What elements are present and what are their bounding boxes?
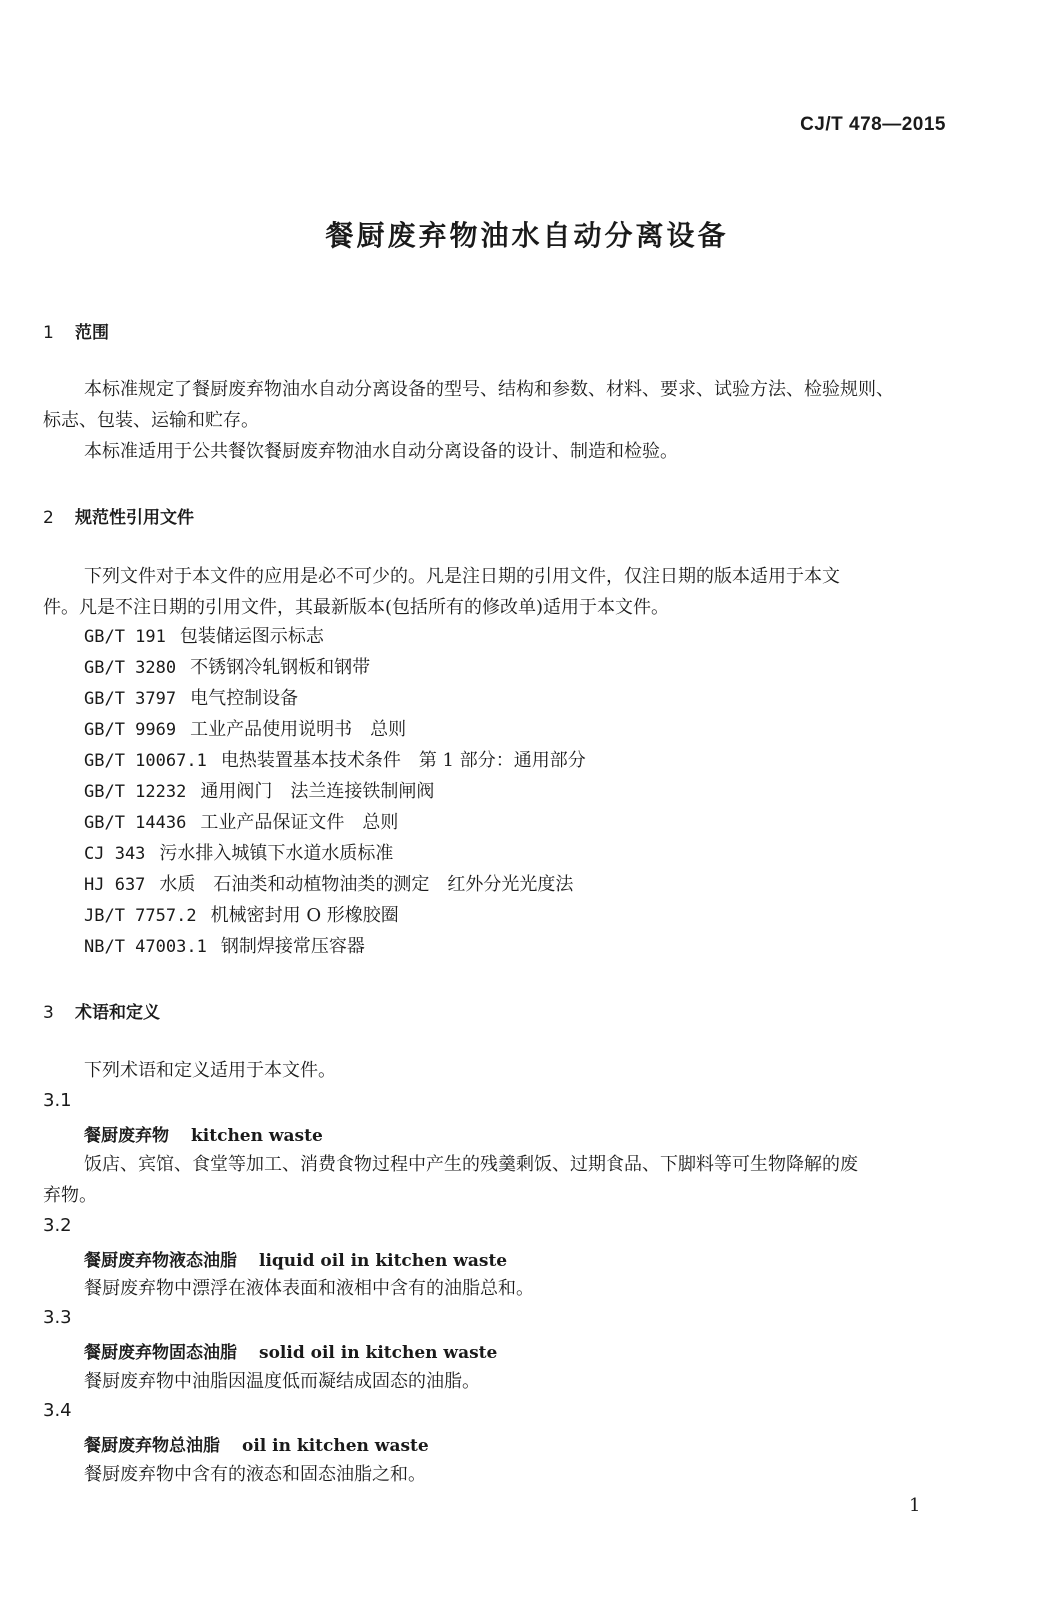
- reference-title: 钢制焊接常压容器: [220, 936, 365, 957]
- reference-title: 机械密封用 O 形橡胶圈: [210, 905, 399, 926]
- reference-title: 包装储运图示标志: [179, 626, 324, 647]
- reference-code: CJ 343: [84, 844, 146, 864]
- term-zh: 餐厨废弃物液态油脂: [84, 1251, 237, 1271]
- reference-item: [84, 901, 399, 927]
- reference-code: NB/T 47003.1: [84, 937, 207, 957]
- section-1-heading: [43, 318, 109, 343]
- reference-item: [84, 932, 365, 958]
- section-number: 3: [43, 1003, 54, 1023]
- reference-item: [84, 746, 586, 772]
- reference-item: [84, 808, 398, 834]
- reference-item: [84, 684, 298, 710]
- section-number: 1: [43, 323, 54, 343]
- scope-paragraph-line: 标志、包装、运输和贮存。: [43, 410, 259, 431]
- term-definition-line: 餐厨废弃物中漂浮在液体表面和液相中含有的油脂总和。: [84, 1278, 534, 1299]
- term-zh: 餐厨废弃物固态油脂: [84, 1343, 237, 1363]
- section-2-heading: [43, 503, 194, 528]
- section-3-heading: [43, 998, 160, 1023]
- section-number: 2: [43, 508, 54, 528]
- reference-code: GB/T 12232: [84, 782, 187, 802]
- reference-item: [84, 870, 573, 896]
- standard-code: CJ/T 478—2015: [800, 114, 946, 135]
- reference-title: 电气控制设备: [190, 688, 299, 709]
- section-title: 规范性引用文件: [75, 508, 194, 528]
- clause-number: 3.3: [43, 1307, 72, 1328]
- term-en: kitchen waste: [191, 1126, 323, 1146]
- term-entry: [84, 1338, 497, 1363]
- reference-title: 工业产品使用说明书 总则: [190, 719, 407, 740]
- term-entry: [84, 1246, 507, 1271]
- reference-code: GB/T 14436: [84, 813, 187, 833]
- reference-title: 电热装置基本技术条件 第 1 部分：通用部分: [220, 750, 586, 771]
- term-definition-line: 饭店、宾馆、食堂等加工、消费食物过程中产生的残羹剩饭、过期食品、下脚料等可生物降解的废: [84, 1154, 858, 1175]
- term-entry: [84, 1431, 429, 1456]
- term-entry: [84, 1121, 323, 1146]
- reference-title: 工业产品保证文件 总则: [200, 812, 399, 833]
- term-definition-line: 弃物。: [43, 1185, 97, 1206]
- refs-intro-line: 件。凡是不注日期的引用文件，其最新版本(包括所有的修改单)适用于本文件。: [43, 597, 670, 618]
- clause-number: 3.2: [43, 1215, 72, 1236]
- reference-title: 污水排入城镇下水道水质标准: [159, 843, 394, 864]
- refs-intro-line: 下列文件对于本文件的应用是必不可少的。凡是注日期的引用文件，仅注日期的版本适用于本文: [84, 566, 840, 587]
- term-definition-line: 餐厨废弃物中油脂因温度低而凝结成固态的油脂。: [84, 1371, 480, 1392]
- reference-item: [84, 622, 324, 648]
- reference-code: GB/T 3280: [84, 658, 177, 678]
- document-title: 餐厨废弃物油水自动分离设备: [325, 219, 729, 252]
- reference-title: 不锈钢冷轧钢板和钢带: [190, 657, 371, 678]
- term-zh: 餐厨废弃物: [84, 1126, 169, 1146]
- term-definition-line: 餐厨废弃物中含有的液态和固态油脂之和。: [84, 1464, 426, 1485]
- term-en: oil in kitchen waste: [242, 1436, 429, 1456]
- term-en: liquid oil in kitchen waste: [259, 1251, 508, 1271]
- reference-title: 通用阀门 法兰连接铁制闸阀: [200, 781, 435, 802]
- reference-title: 水质 石油类和动植物油类的测定 红外分光光度法: [159, 874, 574, 895]
- term-zh: 餐厨废弃物总油脂: [84, 1436, 220, 1456]
- reference-code: HJ 637: [84, 875, 146, 895]
- reference-item: [84, 715, 406, 741]
- term-en: solid oil in kitchen waste: [259, 1343, 498, 1363]
- reference-code: GB/T 10067.1: [84, 751, 207, 771]
- page-number: 1: [909, 1495, 921, 1516]
- scope-paragraph-line: 本标准规定了餐厨废弃物油水自动分离设备的型号、结构和参数、材料、要求、试验方法、检验规则、: [84, 379, 894, 400]
- scope-paragraph: 本标准适用于公共餐饮餐厨废弃物油水自动分离设备的设计、制造和检验。: [84, 441, 678, 462]
- terms-intro: 下列术语和定义适用于本文件。: [84, 1060, 336, 1081]
- reference-item: [84, 839, 393, 865]
- section-title: 术语和定义: [75, 1003, 160, 1023]
- clause-number: 3.4: [43, 1400, 72, 1421]
- reference-code: GB/T 9969: [84, 720, 177, 740]
- section-title: 范围: [75, 323, 109, 343]
- reference-item: [84, 777, 434, 803]
- reference-item: [84, 653, 370, 679]
- clause-number: 3.1: [43, 1090, 72, 1111]
- reference-code: JB/T 7757.2: [84, 906, 197, 926]
- reference-code: GB/T 191: [84, 627, 166, 647]
- reference-code: GB/T 3797: [84, 689, 177, 709]
